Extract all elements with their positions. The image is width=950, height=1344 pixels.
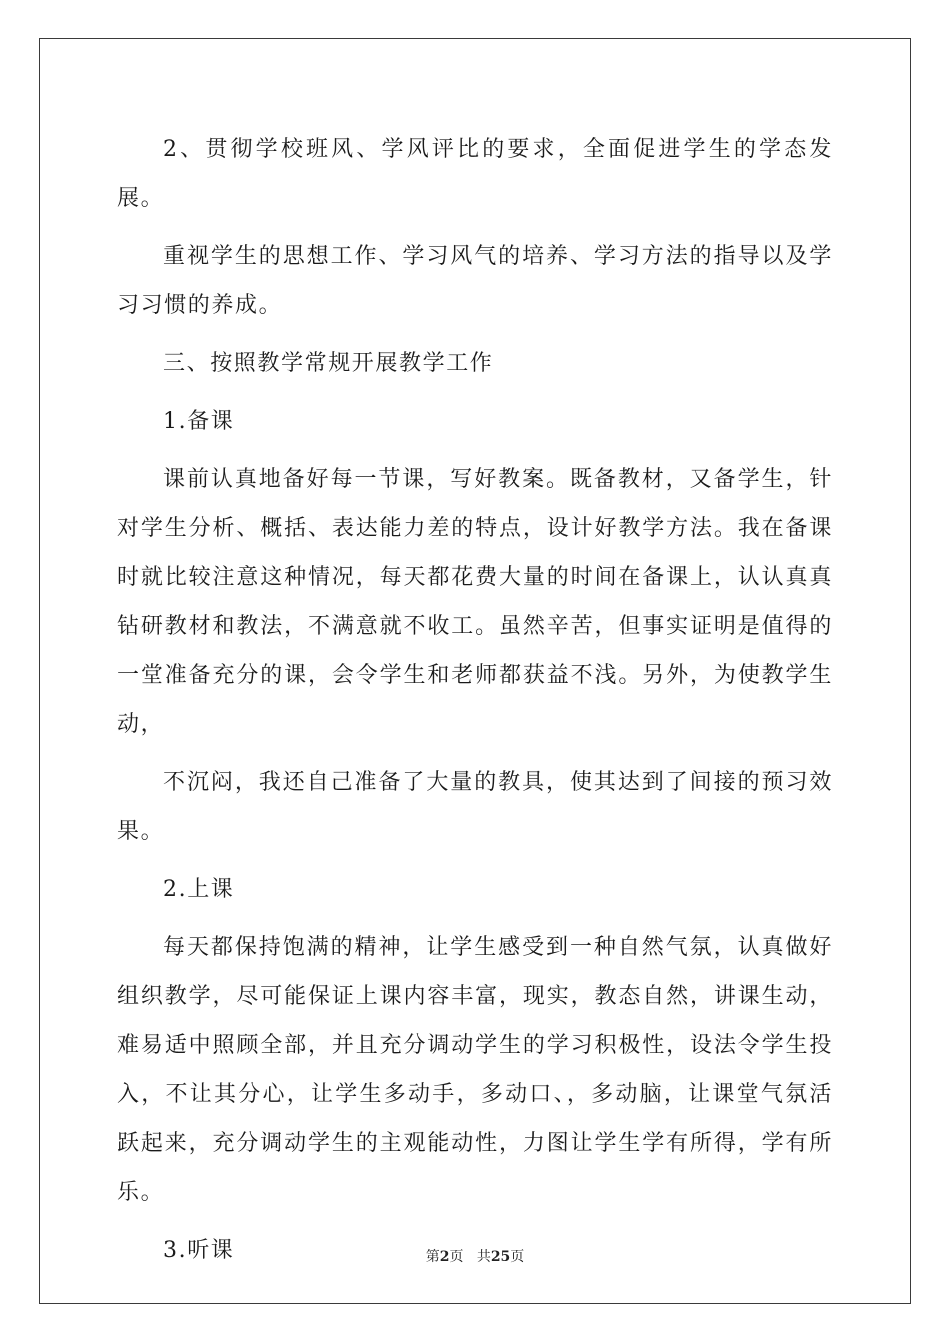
- paragraph: 2、贯彻学校班风、学风评比的要求，全面促进学生的学态发展。: [117, 137, 833, 211]
- footer-total-prefix: 共: [476, 1249, 491, 1265]
- paragraph: 每天都保持饱满的精神，让学生感受到一种自然气氛，认真做好组织教学，尽可能保证上课内容丰富，现实，教态自然，讲课生动，难易适中照顾全部，并且充分调动学生的学习积极性，设法令学生投入，不让其分心，让学生多动手，多动口、，多动脑，让课堂气氛活跃起来，充分调动学生的主观能动性，力图让学生学有所得，学有所乐。: [117, 935, 833, 1205]
- page-footer: [0, 1246, 950, 1266]
- footer-prefix: 第: [425, 1249, 440, 1265]
- current-page-number: 2: [439, 1249, 450, 1265]
- section-heading: 三、按照教学常规开展教学工作: [163, 351, 494, 376]
- subsection-heading: 1.备课: [163, 409, 235, 434]
- document-body: [117, 125, 833, 1284]
- paragraph: 课前认真地备好每一节课，写好教案。既备教材，又备学生，针对学生分析、概括、表达能力差的特点，设计好教学方法。我在备课时就比较注意这种情况，每天都花费大量的时间在备课上，认认真真钻研教材和教法，不满意就不收工。虽然辛苦，但事实证明是值得的一堂准备充分的课，会令学生和老师都获益不浅。另外，为使教学生动，: [117, 467, 833, 737]
- footer-total-suffix: 页: [510, 1249, 525, 1265]
- subsection-heading: 3.听课: [163, 1238, 235, 1263]
- subsection-heading: 2.上课: [163, 877, 235, 902]
- paragraph: 重视学生的思想工作、学习风气的培养、学习方法的指导以及学习习惯的养成。: [117, 244, 833, 318]
- footer-page-suffix: 页: [449, 1249, 464, 1265]
- total-pages-number: 25: [490, 1249, 511, 1265]
- paragraph: 不沉闷，我还自己准备了大量的教具，使其达到了间接的预习效果。: [117, 770, 833, 844]
